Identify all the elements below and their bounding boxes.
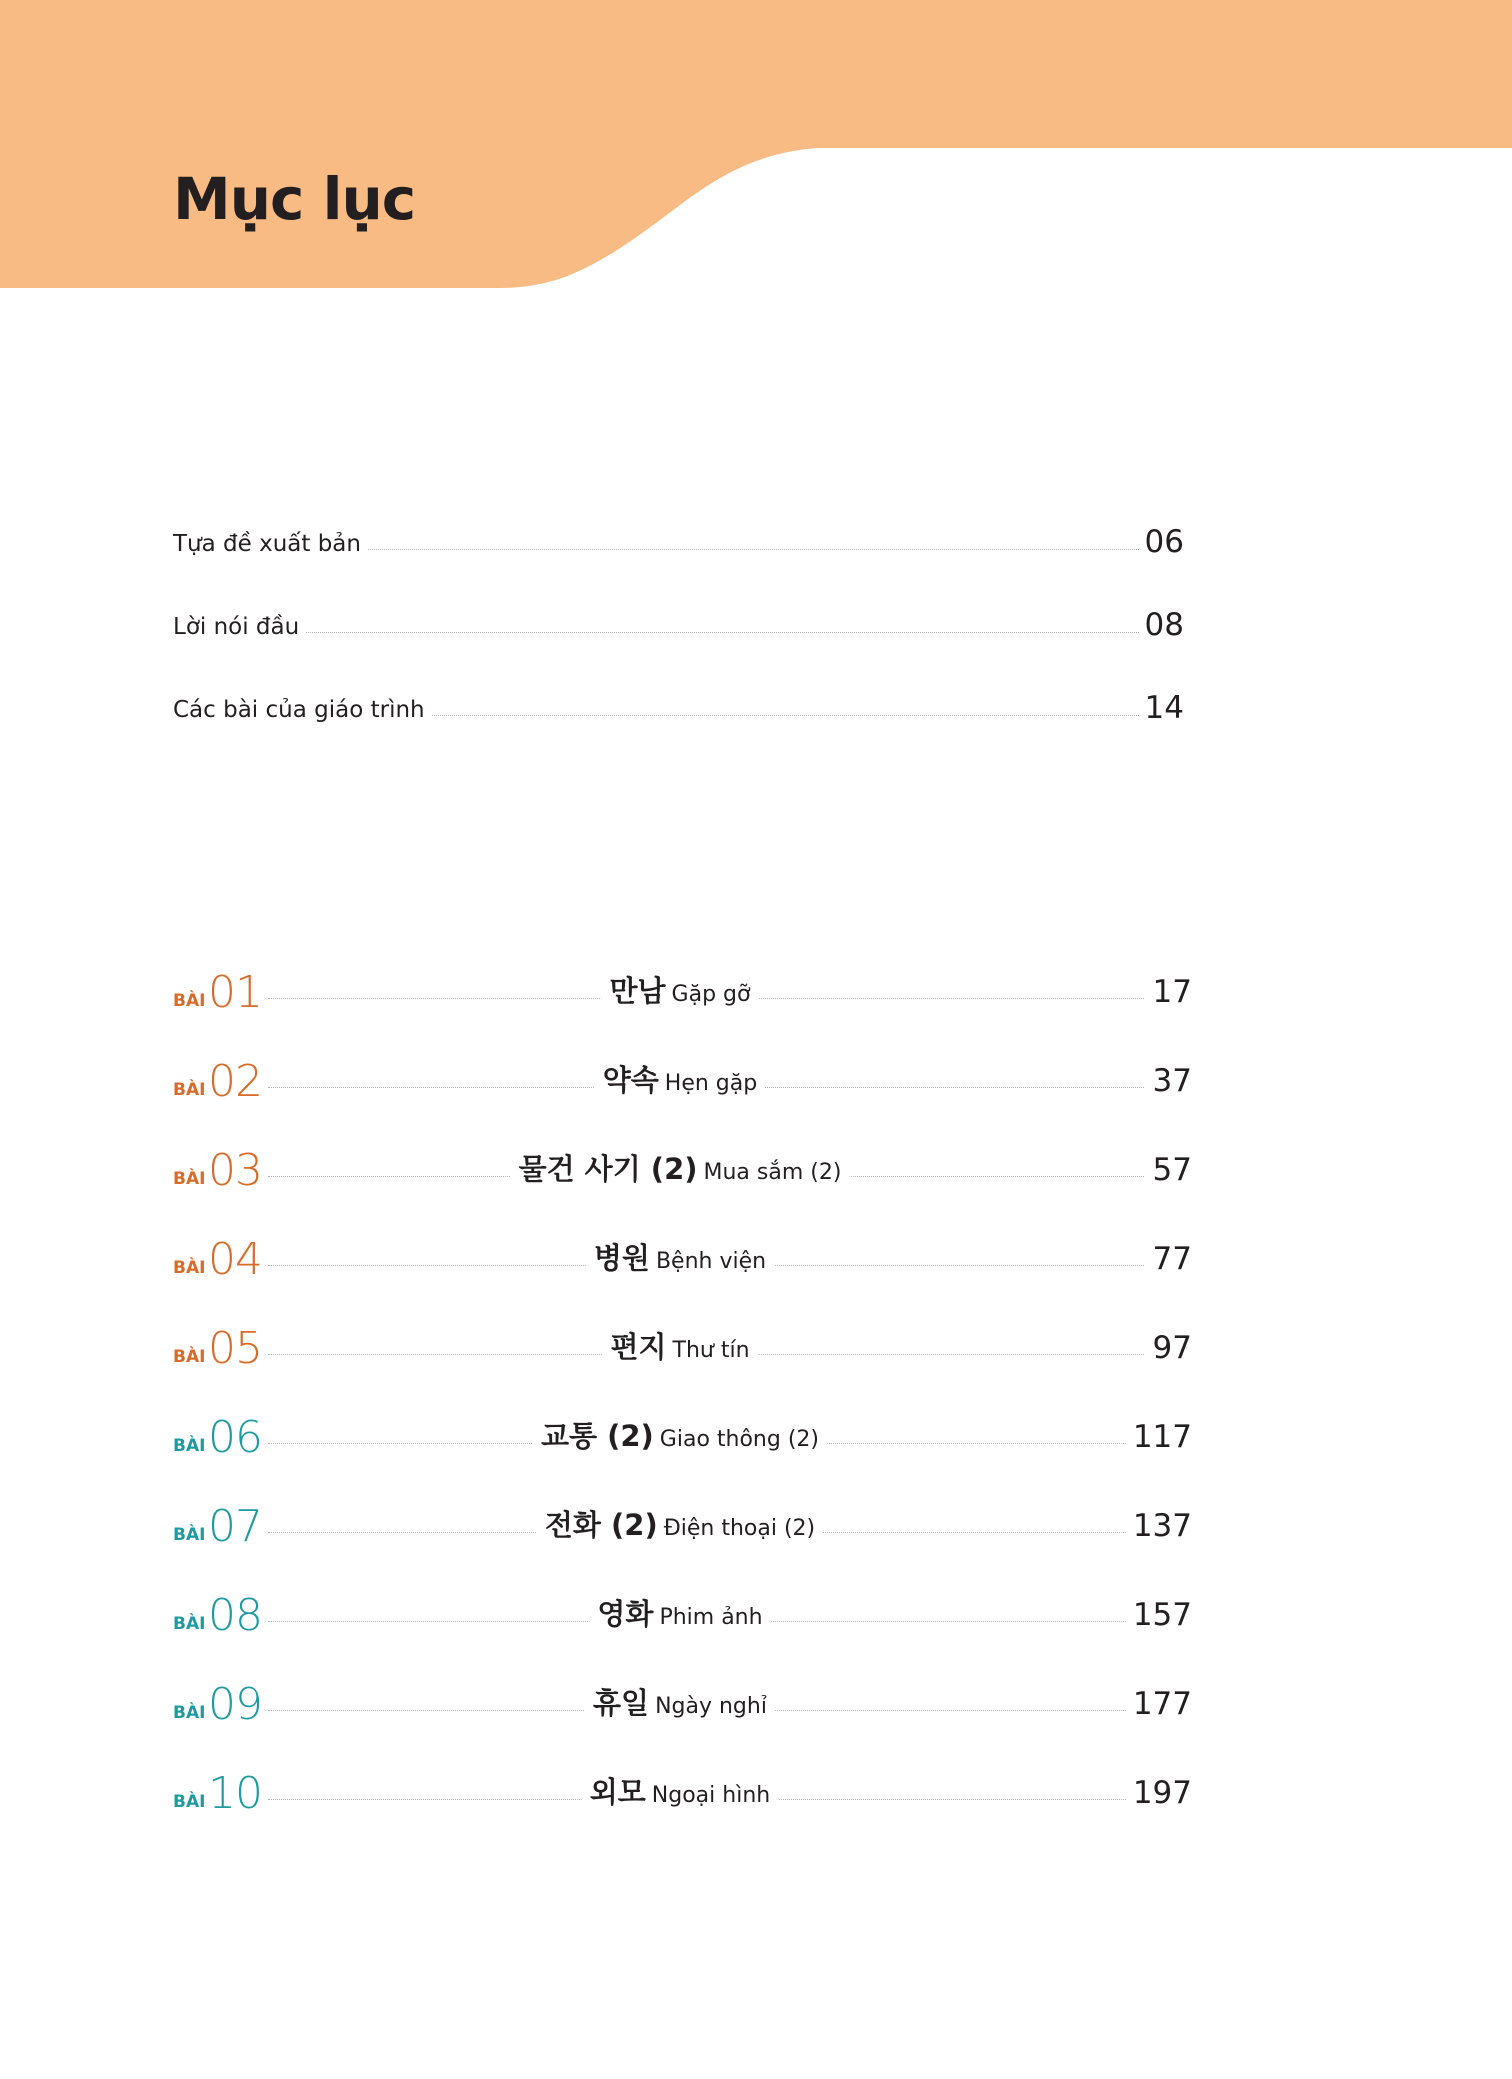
lesson-title xyxy=(586,1241,774,1275)
lesson-page-number: 117 xyxy=(1127,1422,1192,1453)
front-entry-title: Các bài của giáo trình xyxy=(173,699,431,722)
lesson-title-vietnamese: Gặp gỡ xyxy=(671,982,751,1007)
lesson-number: 05 xyxy=(208,1323,262,1374)
lesson-number: 03 xyxy=(208,1145,262,1196)
lesson-label: BÀI xyxy=(173,991,206,1011)
lesson-title xyxy=(602,974,759,1008)
lesson-label: BÀI xyxy=(173,1703,206,1723)
front-entry-page-number: 14 xyxy=(1139,693,1184,724)
lesson-title-vietnamese: Giao thông (2) xyxy=(659,1427,820,1452)
lesson-title xyxy=(511,1152,850,1186)
lesson-title-korean: 외모 xyxy=(589,1775,646,1809)
lesson-page-number: 177 xyxy=(1127,1689,1192,1720)
lesson-number: 09 xyxy=(208,1679,262,1730)
front-entry-title: Lời nói đầu xyxy=(173,616,305,639)
lesson-title xyxy=(595,1063,765,1097)
lesson-title-vietnamese: Hẹn gặp xyxy=(664,1071,758,1096)
lesson-page-number: 77 xyxy=(1147,1244,1192,1275)
lesson-label: BÀI xyxy=(173,1436,206,1456)
lesson-title-vietnamese: Bệnh viện xyxy=(655,1249,767,1274)
lesson-title-korean: 물건 사기 (2) xyxy=(518,1152,698,1186)
lesson-title-korean: 휴일 xyxy=(593,1686,650,1720)
page-title: Mục lục xyxy=(173,165,416,233)
lesson-title-vietnamese: Ngoại hình xyxy=(651,1783,771,1808)
lesson-page-number: 197 xyxy=(1127,1778,1192,1809)
lesson-number: 01 xyxy=(208,967,262,1018)
lesson-title-vietnamese: Phim ảnh xyxy=(659,1605,763,1630)
lesson-title xyxy=(533,1419,827,1453)
lesson-title-vietnamese: Ngày nghỉ xyxy=(655,1694,767,1719)
lesson-page-number: 157 xyxy=(1127,1600,1192,1631)
lesson-label: BÀI xyxy=(173,1614,206,1634)
lesson-title xyxy=(537,1508,823,1542)
front-entry-title: Tựa đề xuất bản xyxy=(173,533,367,556)
lesson-title-korean: 영화 xyxy=(597,1597,654,1631)
lesson-number: 06 xyxy=(208,1412,262,1463)
header-wave-shape xyxy=(0,0,1512,288)
lesson-title-korean: 만남 xyxy=(609,974,666,1008)
lesson-title-korean: 교통 (2) xyxy=(540,1419,654,1453)
lesson-number: 04 xyxy=(208,1234,262,1285)
lesson-label: BÀI xyxy=(173,1080,206,1100)
lesson-page-number: 137 xyxy=(1127,1511,1192,1542)
lesson-label: BÀI xyxy=(173,1169,206,1189)
lesson-title-korean: 약속 xyxy=(602,1063,659,1097)
lesson-page-number: 17 xyxy=(1147,977,1192,1008)
lesson-title-vietnamese: Thư tín xyxy=(672,1338,750,1363)
lesson-title-vietnamese: Điện thoại (2) xyxy=(663,1516,816,1541)
lesson-title xyxy=(602,1330,757,1364)
lesson-label: BÀI xyxy=(173,1525,206,1545)
header-band xyxy=(0,0,1512,300)
lesson-page-number: 57 xyxy=(1147,1155,1192,1186)
lesson-label: BÀI xyxy=(173,1792,206,1812)
lesson-title-vietnamese: Mua sắm (2) xyxy=(703,1160,842,1185)
front-entry-page-number: 08 xyxy=(1139,610,1184,641)
lesson-page-number: 37 xyxy=(1147,1066,1192,1097)
lesson-title-korean: 편지 xyxy=(610,1330,667,1364)
lesson-title xyxy=(582,1775,778,1809)
lesson-number: 08 xyxy=(208,1590,262,1641)
lesson-title-korean: 전화 (2) xyxy=(544,1508,658,1542)
lesson-title xyxy=(585,1686,775,1720)
lesson-number: 10 xyxy=(208,1768,262,1819)
lesson-label: BÀI xyxy=(173,1258,206,1278)
lesson-number: 07 xyxy=(208,1501,262,1552)
lesson-title xyxy=(589,1597,770,1631)
lesson-label: BÀI xyxy=(173,1347,206,1367)
dotted-leader xyxy=(180,632,1145,633)
lesson-title-korean: 병원 xyxy=(593,1241,650,1275)
lesson-page-number: 97 xyxy=(1147,1333,1192,1364)
front-entry-page-number: 06 xyxy=(1139,527,1184,558)
lesson-number: 02 xyxy=(208,1056,262,1107)
